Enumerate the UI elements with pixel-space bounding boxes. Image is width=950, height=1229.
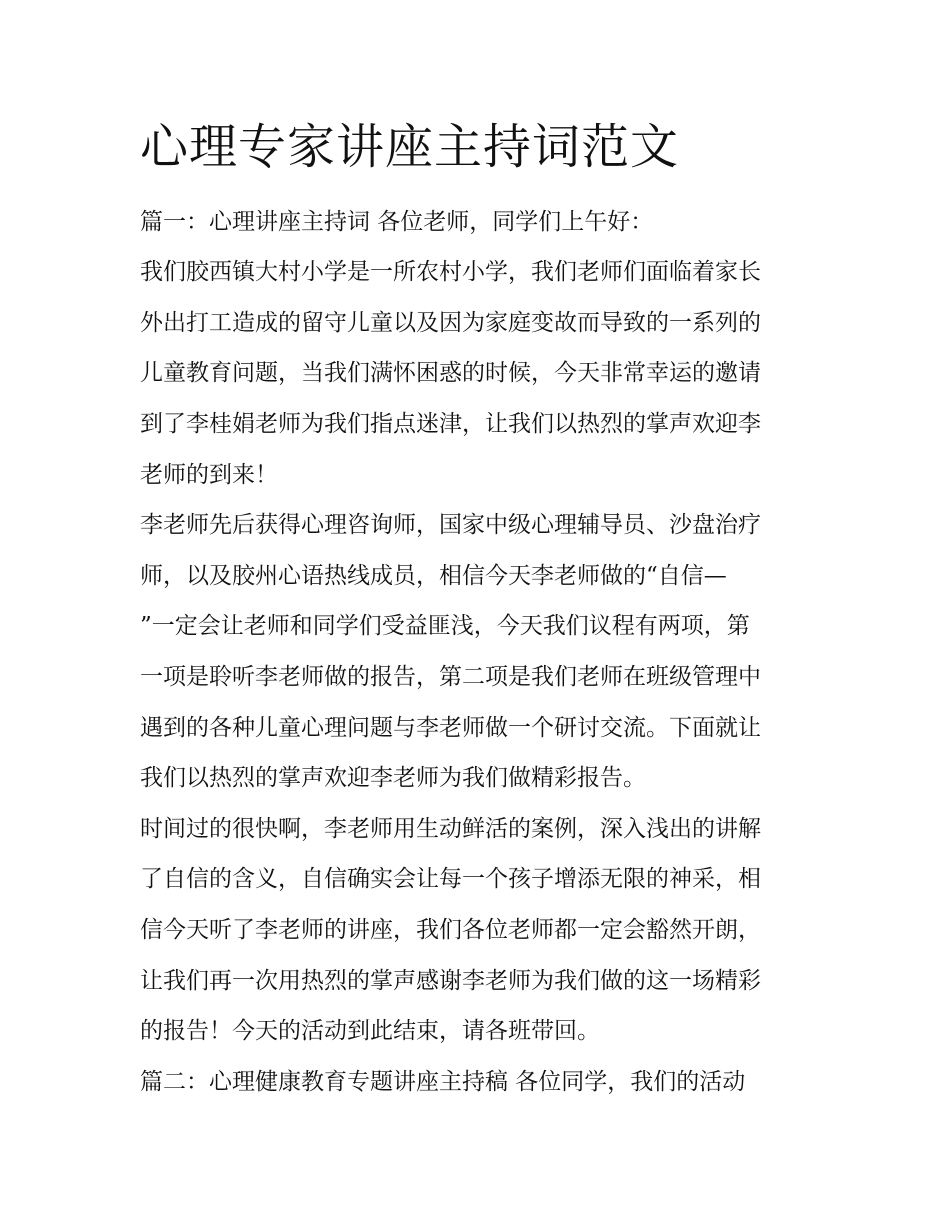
- text-line: 信今天听了李老师的讲座，我们各位老师都一定会豁然开朗，: [140, 917, 761, 943]
- text-line: 了自信的含义，自信确实会让每一个孩子增添无限的神采，相: [140, 866, 761, 892]
- text-line: 篇二：心理健康教育专题讲座主持稿 各位同学，我们的活动: [140, 1069, 746, 1095]
- document-title: 心理专家讲座主持词范文: [140, 119, 680, 175]
- text-line: 儿童教育问题，当我们满怀困惑的时候，今天非常幸运的邀请: [140, 360, 761, 386]
- text-line: 师，以及胶州心语热线成员，相信今天李老师做的“自信—: [140, 563, 727, 589]
- text-line: 到了李桂娟老师为我们指点迷津，让我们以热烈的掌声欢迎李: [140, 411, 761, 437]
- text-line: 让我们再一次用热烈的掌声感谢李老师为我们做的这一场精彩: [140, 968, 761, 994]
- text-line: 篇一：心理讲座主持词 各位老师，同学们上午好：: [140, 209, 654, 235]
- text-line: 我们胶西镇大村小学是一所农村小学，我们老师们面临着家长: [140, 259, 761, 285]
- text-line: 外出打工造成的留守儿童以及因为家庭变故而导致的一系列的: [140, 310, 761, 336]
- text-line: 的报告！今天的活动到此结束，请各班带回。: [140, 1018, 600, 1044]
- text-line: 一项是聆听李老师做的报告，第二项是我们老师在班级管理中: [140, 664, 761, 690]
- text-line: ”一定会让老师和同学们受益匪浅，今天我们议程有两项，第: [140, 613, 750, 639]
- text-line: 我们以热烈的掌声欢迎李老师为我们做精彩报告。: [140, 765, 646, 791]
- text-line: 遇到的各种儿童心理问题与李老师做一个研讨交流。下面就让: [140, 715, 761, 741]
- text-line: 时间过的很快啊，李老师用生动鲜活的案例，深入浅出的讲解: [140, 816, 761, 842]
- text-line: 李老师先后获得心理咨询师，国家中级心理辅导员、沙盘治疗: [140, 512, 761, 538]
- text-line: 老师的到来！: [140, 462, 278, 488]
